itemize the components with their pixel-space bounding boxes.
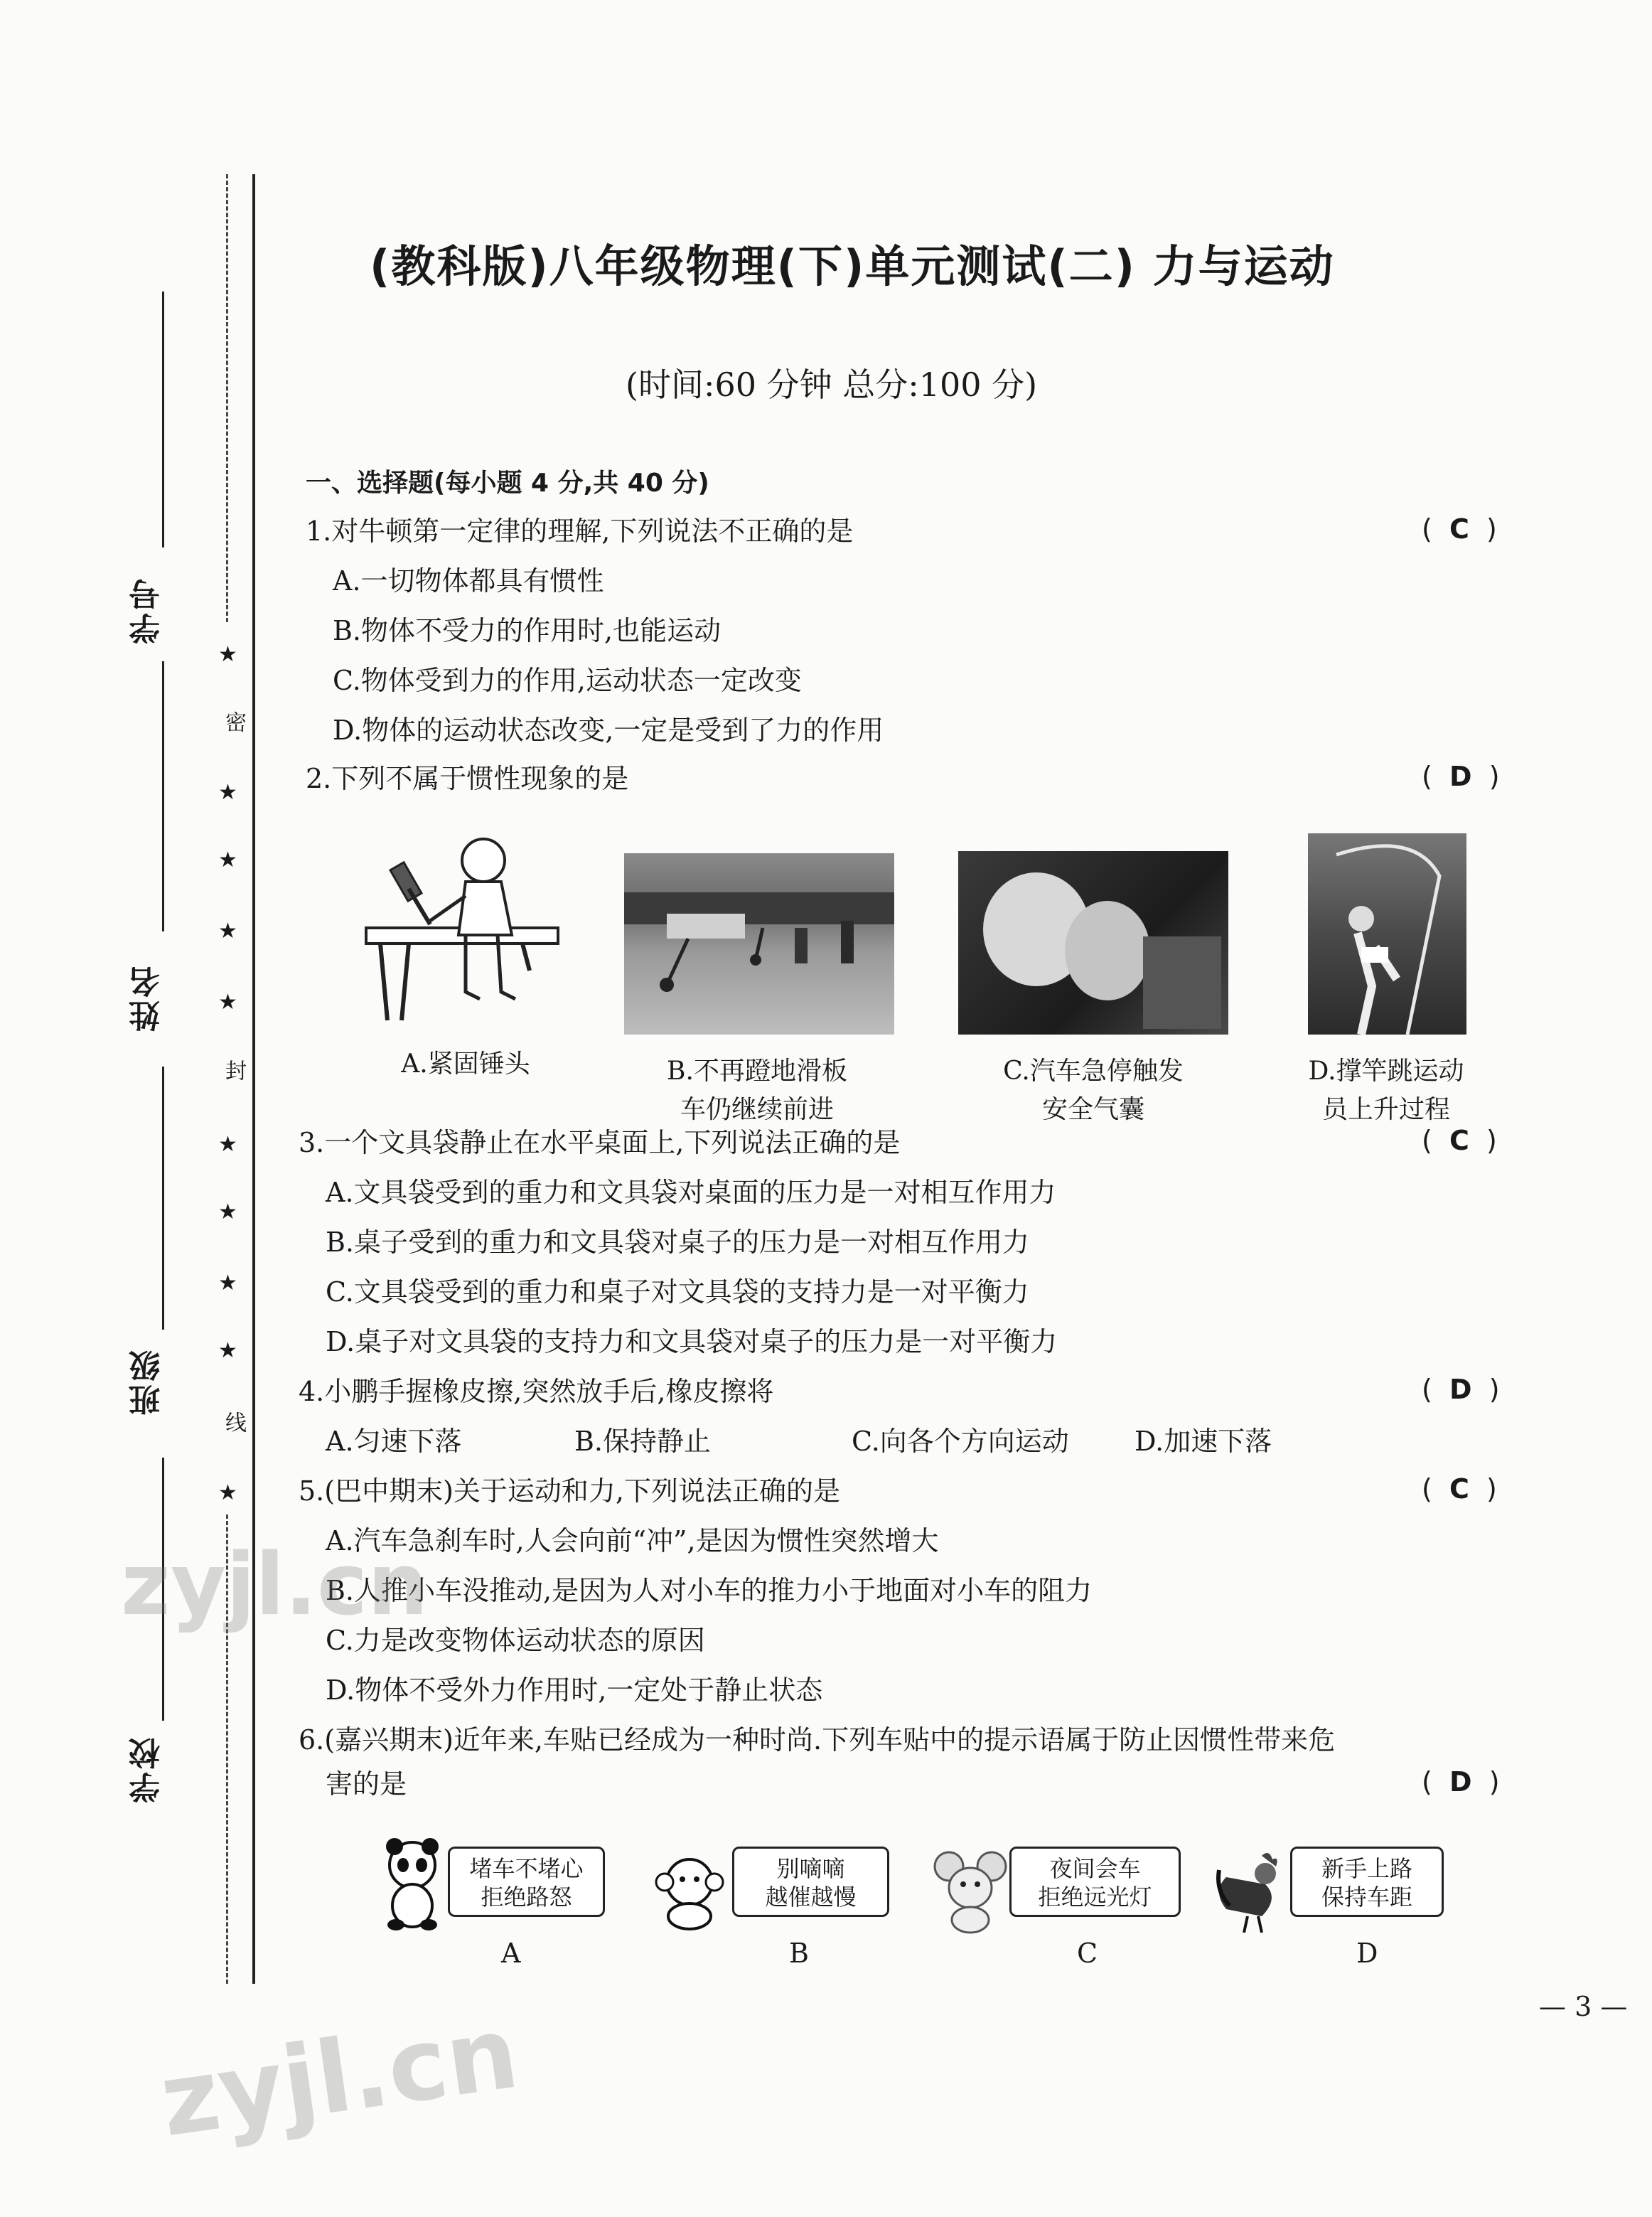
question-6-stem-cont: 害的是 bbox=[326, 1768, 407, 1800]
question-4-option-b: B.保持静止 bbox=[574, 1426, 712, 1457]
q2-caption-c2: 安全气囊 bbox=[1041, 1095, 1144, 1124]
sticker-c-line1: 夜间会车 bbox=[1049, 1855, 1141, 1882]
sticker-a-line1: 堵车不堵心 bbox=[469, 1855, 584, 1882]
seal-char-feng: 封 bbox=[221, 1059, 246, 1081]
question-3-option-a: A.文具袋受到的重力和文具袋对桌面的压力是一对相互作用力 bbox=[326, 1177, 1056, 1208]
star-icon: ★ bbox=[218, 780, 237, 805]
pole-vault-photo bbox=[1308, 833, 1466, 1035]
star-icon: ★ bbox=[218, 848, 237, 872]
star-icon: ★ bbox=[218, 919, 237, 944]
class-label: 班级 bbox=[129, 1347, 166, 1416]
sticker-d-line1: 新手上路 bbox=[1321, 1855, 1412, 1882]
q2-caption-d1: D.撑竿跳运动 bbox=[1308, 1057, 1464, 1086]
sticker-b-line2: 越催越慢 bbox=[765, 1884, 857, 1911]
sticker-c-bubble bbox=[1009, 1847, 1181, 1917]
sticker-a-bubble bbox=[448, 1847, 605, 1917]
question-4-option-c: C.向各个方向运动 bbox=[852, 1426, 1069, 1457]
question-3-option-c: C.文具袋受到的重力和桌子对文具袋的支持力是一对平衡力 bbox=[326, 1276, 1029, 1308]
star-icon: ★ bbox=[218, 1132, 237, 1157]
name-line-lower bbox=[162, 1067, 164, 1330]
name-label: 姓名 bbox=[129, 963, 166, 1032]
question-1-option-b: B.物体不受力的作用时,也能运动 bbox=[333, 615, 722, 646]
question-1-answer: ( C ) bbox=[1422, 513, 1497, 545]
q2-caption-a: A.紧固锤头 bbox=[401, 1049, 530, 1079]
q2-caption-b2: 车仍继续前进 bbox=[680, 1095, 834, 1124]
watermark: zyjl.cn bbox=[154, 1994, 525, 2160]
sticker-a-line2: 拒绝路怒 bbox=[481, 1884, 572, 1911]
question-1-option-c: C.物体受到力的作用,运动状态一定改变 bbox=[333, 665, 802, 696]
star-icon: ★ bbox=[218, 990, 237, 1015]
q2-caption-d2: 员上升过程 bbox=[1321, 1095, 1450, 1124]
question-5-option-a: A.汽车急刹车时,人会向前“冲”,是因为惯性突然增大 bbox=[326, 1525, 939, 1556]
student-id-line-lower bbox=[162, 661, 164, 931]
sticker-d-bubble bbox=[1290, 1847, 1444, 1917]
pole-vaulter-icon bbox=[1308, 833, 1466, 1035]
sticker-b-bubble bbox=[732, 1847, 889, 1917]
star-icon: ★ bbox=[218, 1200, 237, 1224]
question-1-stem: 1.对牛顿第一定律的理解,下列说法不正确的是 bbox=[306, 515, 854, 547]
sticker-d-letter: D bbox=[1356, 1938, 1378, 1969]
page-title: (教科版)八年级物理(下)单元测试(二) 力与运动 bbox=[370, 240, 1335, 292]
question-4-option-d: D.加速下落 bbox=[1135, 1426, 1272, 1457]
scooter-kids-icon bbox=[624, 853, 894, 1035]
question-2-answer: ( D ) bbox=[1422, 761, 1500, 792]
q2-caption-b1: B.不再蹬地滑板 bbox=[667, 1057, 847, 1086]
question-6-stem: 6.(嘉兴期末)近年来,车贴已经成为一种时尚.下列车贴中的提示语属于防止因惯性带来危 bbox=[299, 1724, 1336, 1756]
question-5-answer: ( C ) bbox=[1422, 1473, 1497, 1505]
rooster-icon bbox=[1212, 1849, 1290, 1934]
question-3-option-b: B.桌子受到的重力和文具袋对桌子的压力是一对相互作用力 bbox=[326, 1227, 1030, 1258]
question-3-answer: ( C ) bbox=[1422, 1125, 1497, 1156]
hammer-illustration bbox=[359, 828, 565, 1027]
star-icon: ★ bbox=[218, 1338, 237, 1363]
monkey-icon bbox=[650, 1852, 729, 1930]
sticker-b-line1: 别嘀嘀 bbox=[776, 1855, 845, 1882]
question-6-answer: ( D ) bbox=[1422, 1766, 1500, 1797]
sticker-a-letter: A bbox=[501, 1938, 521, 1969]
seal-char-mi: 密 bbox=[221, 711, 246, 732]
question-5-option-d: D.物体不受外力作用时,一定处于静止状态 bbox=[326, 1674, 823, 1706]
question-4-option-a: A.匀速下落 bbox=[326, 1426, 462, 1457]
cut-line-upper bbox=[226, 174, 228, 622]
mouse-icon bbox=[931, 1849, 1009, 1934]
question-5-option-c: C.力是改变物体运动状态的原因 bbox=[326, 1625, 705, 1656]
question-5-option-b: B.人推小车没推动,是因为人对小车的推力小于地面对小车的阻力 bbox=[326, 1575, 1093, 1606]
skateboard-photo bbox=[624, 853, 894, 1035]
sticker-c-line2: 拒绝远光灯 bbox=[1038, 1884, 1152, 1911]
page-number: — 3 — bbox=[1539, 1991, 1628, 2022]
question-3-option-d: D.桌子对文具袋的支持力和文具袋对桌子的压力是一对平衡力 bbox=[326, 1326, 1058, 1357]
student-id-line bbox=[162, 292, 164, 547]
star-icon: ★ bbox=[218, 642, 237, 667]
sticker-c-letter: C bbox=[1077, 1938, 1098, 1969]
question-3-stem: 3.一个文具袋静止在水平桌面上,下列说法正确的是 bbox=[299, 1127, 901, 1158]
man-hammer-icon bbox=[359, 828, 565, 1027]
sticker-b-letter: B bbox=[789, 1938, 809, 1969]
star-icon: ★ bbox=[218, 1271, 237, 1296]
question-1-option-d: D.物体的运动状态改变,一定是受到了力的作用 bbox=[333, 715, 884, 746]
question-1-option-a: A.一切物体都具有惯性 bbox=[333, 565, 604, 597]
question-5-stem: 5.(巴中期末)关于运动和力,下列说法正确的是 bbox=[299, 1475, 840, 1507]
watermark: zyjl.cn bbox=[121, 1536, 429, 1635]
school-label: 学校 bbox=[129, 1735, 166, 1803]
question-2-stem: 2.下列不属于惯性现象的是 bbox=[306, 763, 629, 794]
margin-rule bbox=[252, 174, 255, 1984]
student-id-label: 学号 bbox=[129, 576, 166, 644]
star-icon: ★ bbox=[218, 1480, 237, 1505]
seal-char-xian: 线 bbox=[221, 1411, 246, 1433]
airbag-photo bbox=[958, 851, 1228, 1035]
sticker-d-line2: 保持车距 bbox=[1321, 1884, 1412, 1911]
page-subtitle: (时间:60 分钟 总分:100 分) bbox=[626, 365, 1038, 404]
panda-icon bbox=[380, 1838, 444, 1930]
question-4-answer: ( D ) bbox=[1422, 1374, 1500, 1405]
question-4-stem: 4.小鹏手握橡皮擦,突然放手后,橡皮擦将 bbox=[299, 1376, 774, 1407]
q2-caption-c1: C.汽车急停触发 bbox=[1003, 1057, 1184, 1086]
airbag-icon bbox=[958, 851, 1228, 1035]
section-heading: 一、选择题(每小题 4 分,共 40 分) bbox=[306, 469, 709, 498]
